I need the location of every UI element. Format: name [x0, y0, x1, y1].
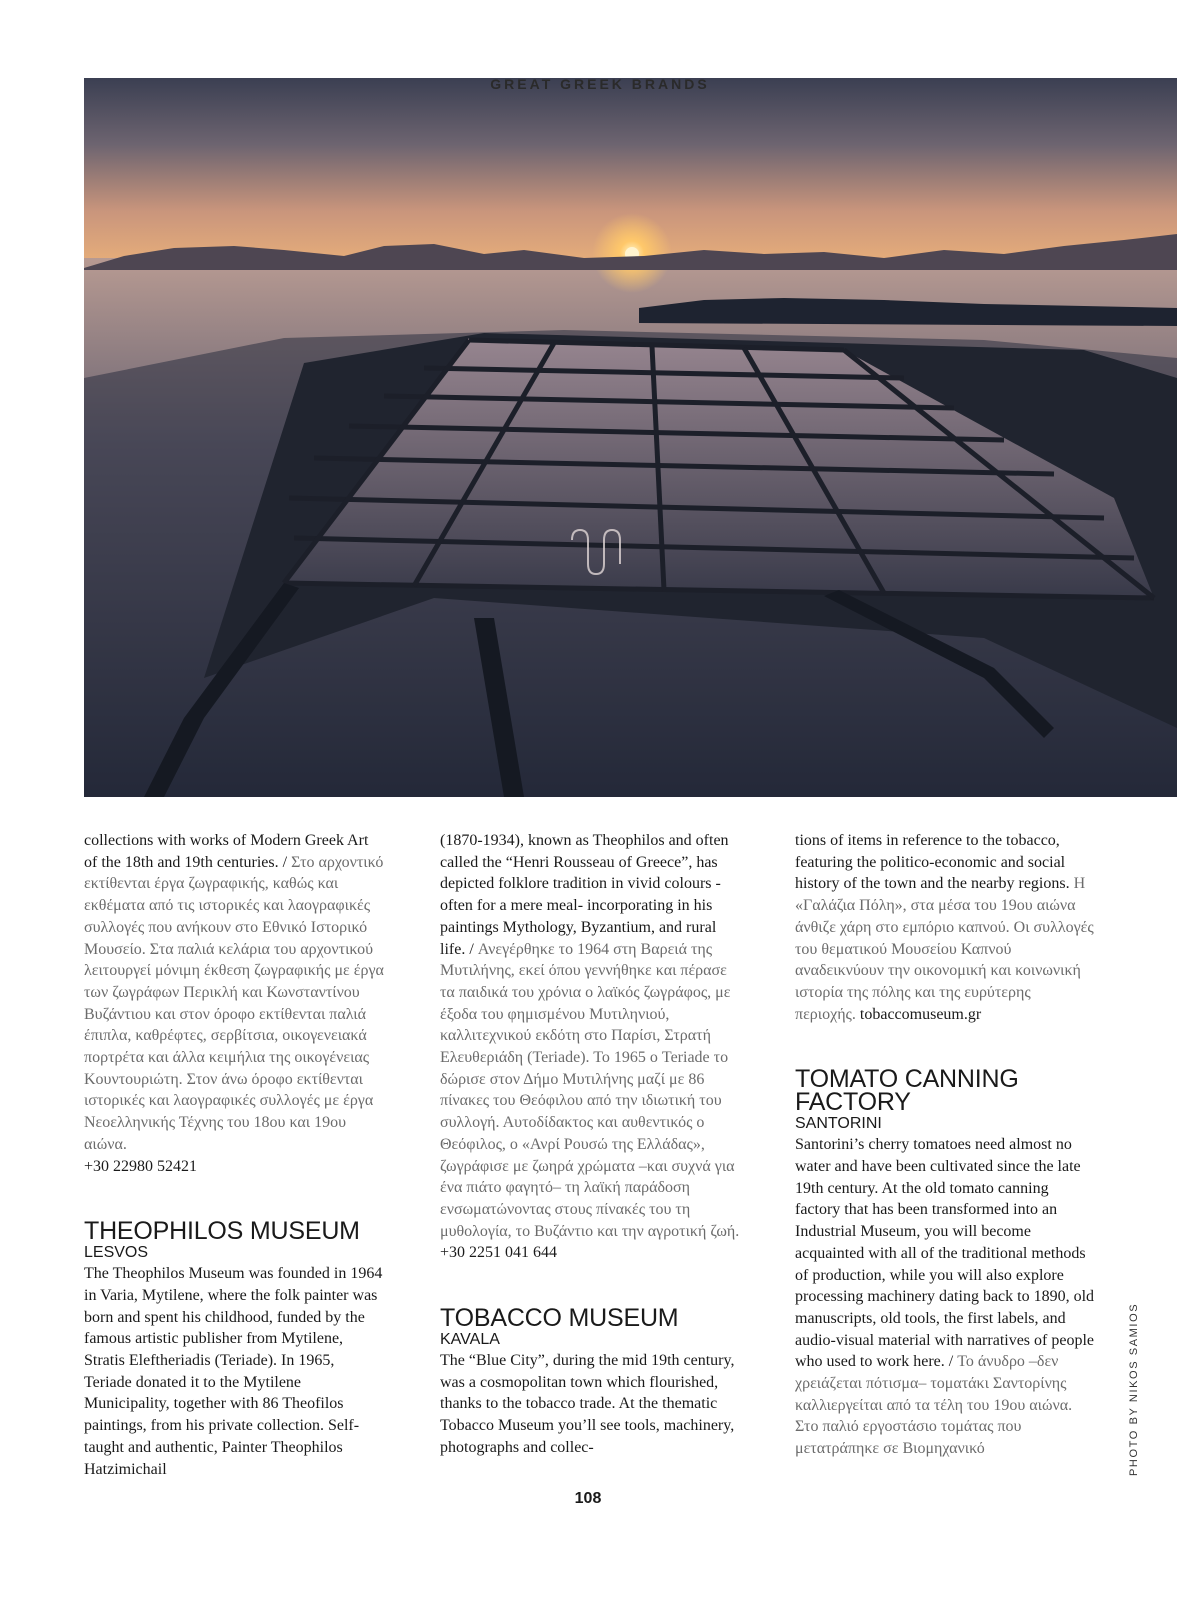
- tobacco-english-text: The “Blue City”, during the mid 19th century, was a cosmopolitan town which flourished, thanks to the tobacco trade. At the thematic Tobacco Museum you’ll see tools, machinery, photographs and collec-: [440, 1352, 735, 1456]
- intro-paragraph: [84, 830, 384, 1177]
- section-gap: [84, 1177, 384, 1220]
- theophilos-location: LESVOS: [84, 1244, 149, 1262]
- intro-phone: +30 22980 52421: [84, 1157, 198, 1175]
- tomato-greek: Το άνυδρο –δεν χρειάζεται πότισμα– τοματάκι Σαντορίνης καλλιεργείται από τα τέλη του 19ου αιώνα. Στο παλιό εργοστάσιο τομάτας που μετατράπηκε σε Βιομηχανικό: [795, 1353, 1073, 1458]
- hero-photo: [84, 78, 1177, 797]
- photo-credit: [1128, 1302, 1142, 1476]
- section-gap: [795, 1025, 1095, 1068]
- theophilos-paragraph-cont: [440, 830, 740, 1264]
- tomato-paragraph: [795, 1134, 1095, 1460]
- tomato-factory-heading: TOMATO CANNING FACTORY: [795, 1065, 1019, 1117]
- column-1: [84, 830, 384, 1480]
- theophilos-phone: +30 2251 041 644: [440, 1244, 558, 1262]
- salt-pans-sunset-image: [84, 78, 1177, 797]
- tobacco-greek: Η «Γαλάζια Πόλη», στα μέσα του 19ου αιώνα άνθιζε χάρη στο εμπόριο καπνού. Οι συλλογές του θεματικού Μουσείου Καπνού αναδεικνύουν την οικονομική και κοινωνική ιστορία της πόλης και της ευρύτερης περιοχής.: [795, 875, 1094, 1023]
- tobacco-paragraph-cont: [795, 830, 1095, 1025]
- theophilos-english-text: The Theophilos Museum was founded in 1964 in Varia, Mytilene, where the folk painter was born and spent his childhood, funded by the famous artistic publisher from Mytilene, Stratis Eleftheriadis (Teriade). In 1965, Teriade donated it to the Mytilene Municipality, together with 86 Theofilos paintings, from his private collection. Self-taught and authentic, Painter Theophilos Hatzimichail: [84, 1265, 383, 1478]
- page-number: 108: [574, 1490, 602, 1507]
- photo-credit-text: PHOTO BY NIKOS SAMIOS: [1128, 1302, 1140, 1476]
- section-label: GREAT GREEK BRANDS: [490, 76, 710, 92]
- column-3: [795, 830, 1095, 1460]
- tomato-english: Santorini’s cherry tomatoes need almost no water and have been cultivated since the late 19th century. At the old tomato canning factory that has been transformed into an Industrial Museum, you will become acquainted with all of the traditional methods of production, while you will also explore processing machinery dating back to 1890, old manuscripts, old tools, the first labels, and audio-visual material with narratives of people who used to work here. /: [795, 1136, 1095, 1371]
- column-2: [440, 830, 740, 1459]
- tomato-location: SANTORINI: [795, 1115, 882, 1133]
- section-gap: [440, 1264, 740, 1307]
- tobacco-website: tobaccomuseum.gr: [859, 1005, 982, 1023]
- tobacco-location: KAVALA: [440, 1331, 500, 1349]
- intro-greek: Στο αρχοντικό εκτίθενται έργα ζωγραφικής, καθώς και εκθέματα από τις ιστορικές και λαογραφικές συλλογές που ανήκουν στο Εθνικό Ιστορικό Μουσείο. Στα παλιά κελάρια του αρχοντικού λειτουργεί μόνιμη έκθεση ζωγραφικής με έργα των ζωγράφων Περικλή και Κωνσταντίνου Βυζάντιου και στον όροφο εκτίθενται παλιά έπιπλα, καθρέφτες, σερβίτσια, οικογενειακά πορτρέτα και άλλα κειμήλια της οικογένειας Κουντουριώτη. Στον άνω όροφο εκτίθενται ιστορικές και λαογραφικές συλλογές με έργα Νεοελληνικής Τέχνης του 18ου και 19ου αιώνα.: [84, 853, 384, 1153]
- theophilos-museum-heading: THEOPHILOS MUSEUM: [84, 1217, 360, 1246]
- intro-english: collections with works of Modern Greek Art of the 18th and 19th centuries. /: [84, 832, 369, 871]
- theophilos-greek: Ανεγέρθηκε το 1964 στη Βαρειά της Μυτιλήνης, εκεί όπου γεννήθηκε και πέρασε τα παιδικά του χρόνια ο λαϊκός ζωγράφος, με έξοδα του φημισμένου Μυτιληνιού, καλλιτεχνικού εκδότη στο Παρίσι, Στρατή Ελευθεριάδη (Teriade). Το 1965 ο Teriade το δώρισε στον Δήμο Μυτιλήνης μαζί με 86 πίνακες του Θεόφιλου από την ιδιωτική του συλλογή. Αυτοδίδακτος και αυθεντικός ο Θεόφιλος, ο «Ανρί Ρουσώ της Ελλάδας», ζωγράφισε με ζωηρά χρώματα –και συχνά για ένα πιάτο φαγητό– τη λαϊκή παράδοση ενσωματώνοντας στους πίνακές του τη μυθολογία, το Βυζάντιο και την αγροτική ζωή.: [440, 940, 740, 1240]
- tobacco-english-cont: tions of items in reference to the tobacco, featuring the politico-economic and social history of the town and the nearby regions.: [795, 832, 1070, 893]
- theophilos-english-cont: (1870-1934), known as Theophilos and often called the “Henri Rousseau of Greece”, has depicted folklore tradition in vivid colours -often for a mere meal- incorporating in his paintings Mythology, Byzantium, and rural life. /: [440, 832, 729, 958]
- tobacco-museum-heading: TOBACCO MUSEUM: [440, 1304, 679, 1333]
